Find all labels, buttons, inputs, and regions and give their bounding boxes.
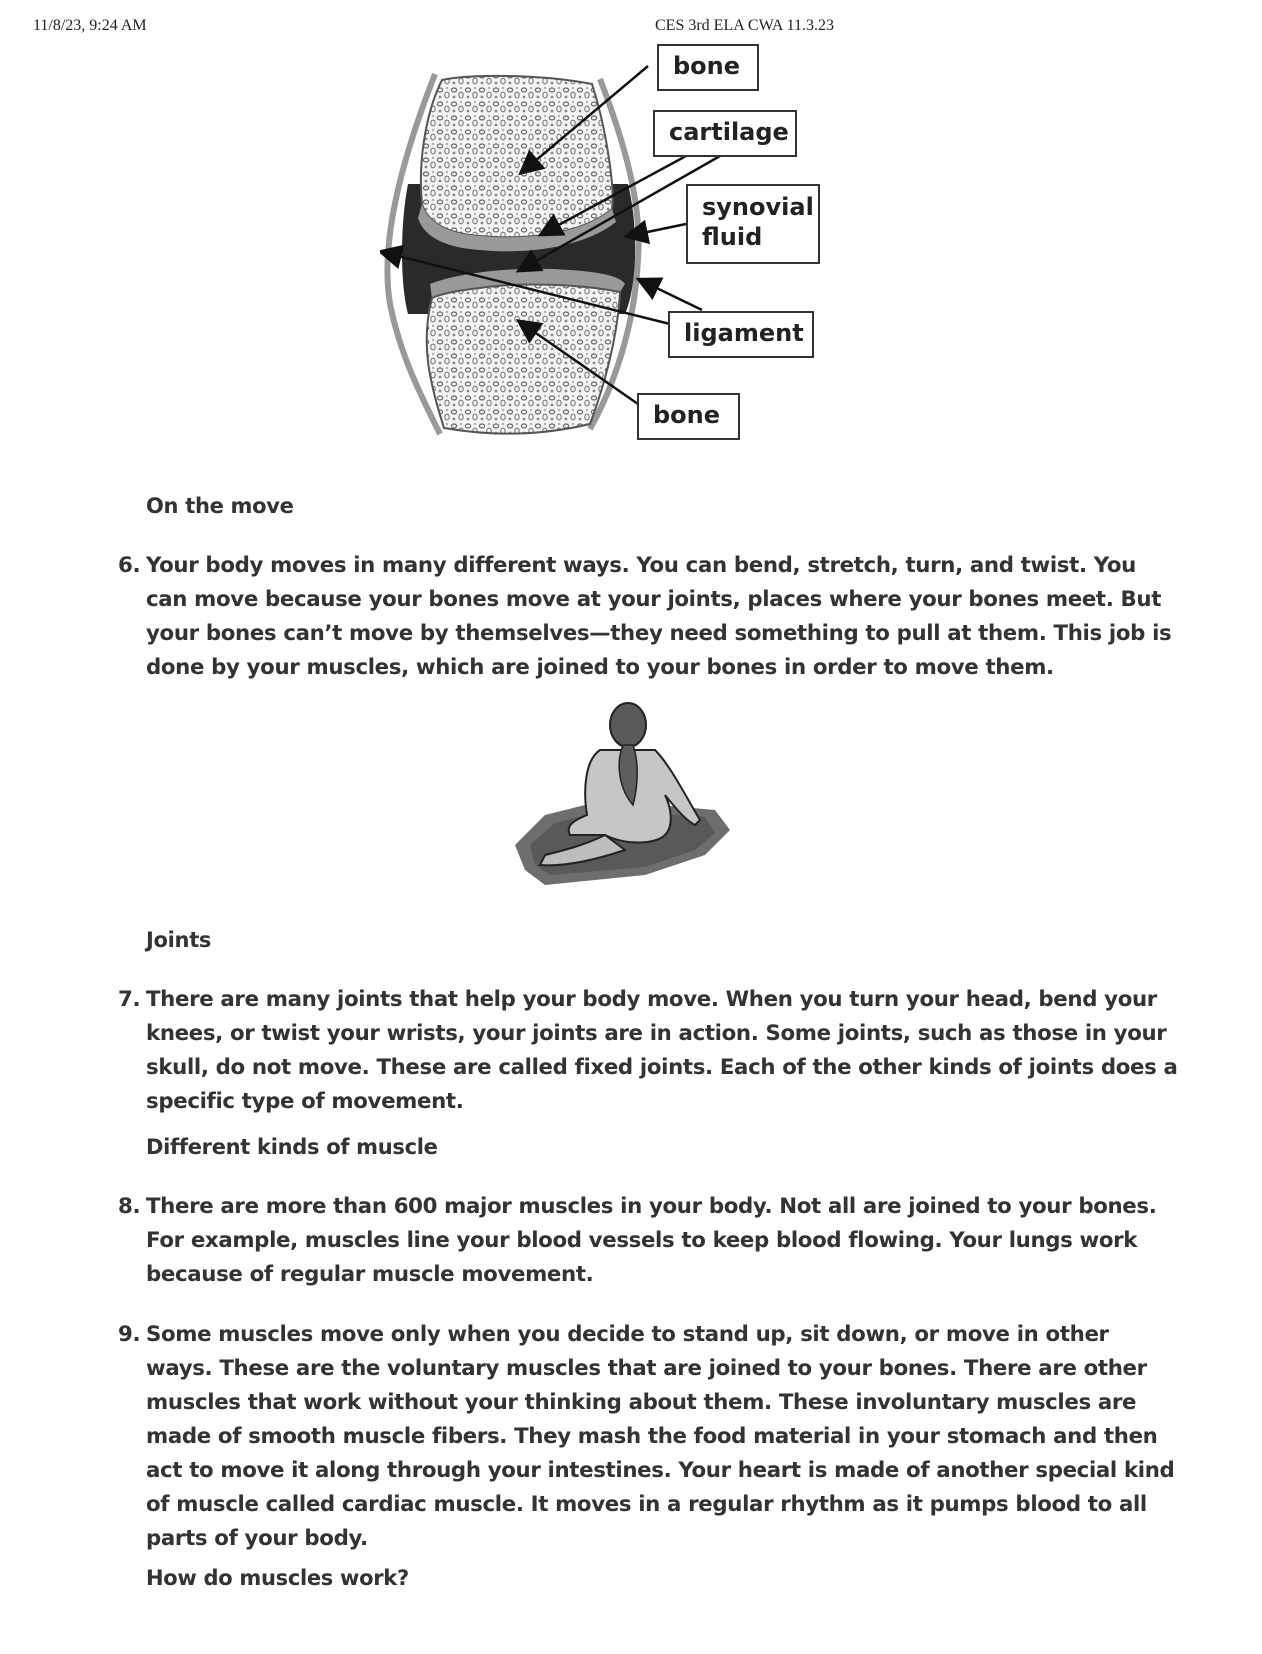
paragraph-7 <box>118 983 1178 1119</box>
section-heading-joints: Joints <box>146 928 212 952</box>
paragraph-number: 9. <box>118 1322 141 1347</box>
label-cartilage: cartilage <box>653 110 797 157</box>
label-synovial-fluid <box>686 184 820 264</box>
print-doc-title: CES 3rd ELA CWA 11.3.23 <box>655 17 834 34</box>
girl-stretching-illustration <box>505 695 735 905</box>
label-synovial-line1: synovial <box>702 193 814 221</box>
paragraph-text: Some muscles move only when you decide to stand up, sit down, or move in other ways. These are the voluntary muscles that are joined to your bones. There are other muscles that work without your thinking about them. These involuntary muscles are made of smooth muscle fibers. They mash the food material in your stomach and then act to move it along through your intestines. Your heart is made of another special kind of muscle called cardiac muscle. It moves in a regular rhythm as it pumps blood to all parts of your body. <box>146 1322 1175 1551</box>
paragraph-number: 8. <box>118 1194 141 1219</box>
girl-illustration-svg <box>505 695 735 895</box>
section-heading-how-muscles-work: How do muscles work? <box>146 1566 409 1590</box>
paragraph-8 <box>118 1190 1178 1292</box>
label-synovial-line2: fluid <box>702 223 763 251</box>
paragraph-6 <box>118 549 1178 685</box>
label-bone-top: bone <box>657 44 759 91</box>
paragraph-text: There are many joints that help your body move. When you turn your head, bend your knees, or twist your wrists, your joints are in action. Some joints, such as those in your skull, do not move. These are called fixed joints. Each of the other kinds of joints does a specific type of movement. <box>146 987 1178 1114</box>
section-heading-kinds-of-muscle: Different kinds of muscle <box>146 1135 438 1159</box>
paragraph-number: 7. <box>118 987 141 1012</box>
paragraph-text: Your body moves in many different ways. You can bend, stretch, turn, and twist. You can move because your bones move at your joints, places where your bones meet. But your bones can’t move by themselves—they need something to pull at them. This job is done by your muscles, which are joined to your bones in order to move them. <box>146 553 1172 680</box>
label-ligament: ligament <box>668 311 814 358</box>
label-bone-bottom: bone <box>637 393 740 440</box>
paragraph-number: 6. <box>118 553 141 578</box>
print-header <box>0 17 1262 37</box>
paragraph-9 <box>118 1318 1178 1556</box>
print-datetime: 11/8/23, 9:24 AM <box>33 17 147 34</box>
joint-diagram <box>380 44 880 464</box>
paragraph-text: There are more than 600 major muscles in your body. Not all are joined to your bones. For example, muscles line your blood vessels to keep blood flowing. Your lungs work because of regular muscle movement. <box>146 1194 1157 1287</box>
section-heading-on-the-move: On the move <box>146 494 294 518</box>
